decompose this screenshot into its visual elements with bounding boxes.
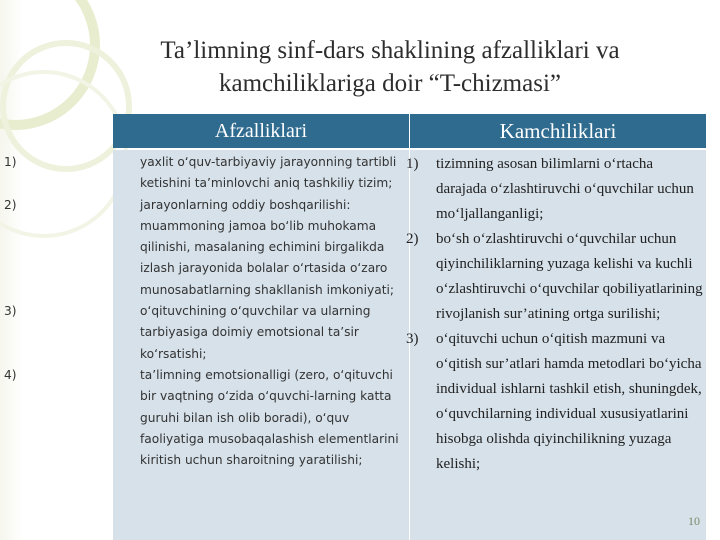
list-item	[0, 365, 404, 471]
item-number: 2)	[4, 197, 17, 212]
list-item	[0, 301, 404, 365]
header-disadvantages: Kamchiliklari	[410, 114, 706, 148]
item-number: 1)	[406, 156, 419, 172]
advantages-list	[0, 152, 404, 471]
item-number: 3)	[406, 331, 419, 347]
list-item	[0, 152, 404, 195]
item-text: o‘qituvchining o‘quvchilar va ularning tarbiyasiga doimiy emotsional ta’sir ko‘rsatishi;	[140, 304, 371, 361]
disadvantages-list	[406, 152, 706, 477]
item-text: o‘qituvchi uchun o‘qitish mazmuni va o‘qitish sur’atlari hamda metodlari bo‘yicha individual ishlarni tashkil etish, shuningdek, o‘quvchilarning individual xususiyatlarini hisobga olishda qiyinchilikning yuzaga kelishi;	[436, 331, 702, 472]
page-number: 10	[688, 514, 700, 528]
item-text: bo‘sh o‘zlashtiruvchi o‘quvchilar uchun qiyinchiliklarning yuzaga kelishi va kuchli o‘zlashtiruvchi o‘quvchilar qobiliyatlarining rivojlanish sur’atining ortga surilishi;	[436, 231, 703, 322]
item-number: 2)	[406, 231, 419, 247]
item-number: 4)	[4, 367, 17, 382]
list-item	[406, 152, 706, 227]
item-number: 1)	[4, 155, 17, 169]
list-item	[406, 327, 706, 477]
list-item	[406, 227, 706, 327]
item-text: ta’limning emotsionalligi (zero, o‘qituvchi bir vaqtning o‘zida o‘quvchi-larning katta guruhi bilan ish olib boradi), o‘quv faoliyatiga musobaqalashish elementlarini kiritish uchun sharoitning yaratilishi;	[140, 367, 399, 468]
item-number: 3)	[4, 304, 17, 319]
list-item	[0, 195, 404, 301]
item-text: jarayonlarning oddiy boshqarilishi: muammoning jamoa bo‘lib muhokama qilinishi, masalaning echimini birgalikda izlash jarayonida bolalar o‘rtasida o‘zaro munosabatlarning shakllanish imkoniyati;	[140, 197, 394, 297]
header-advantages: Afzalliklari	[113, 114, 409, 148]
item-text: yaxlit o‘quv-tarbiyaviy jarayonning tartibli ketishini ta’minlovchi aniq tashkiliy tizim;	[140, 155, 397, 191]
item-text: tizimning asosan bilimlarni o‘rtacha darajada o‘zlashtiruvchi o‘quvchilar uchun mo‘ljallanganligi;	[436, 156, 694, 222]
slide-title: Ta’limning sinf-dars shaklining afzalliklari va kamchiliklariga doir “T-chizmasi”	[160, 37, 620, 97]
